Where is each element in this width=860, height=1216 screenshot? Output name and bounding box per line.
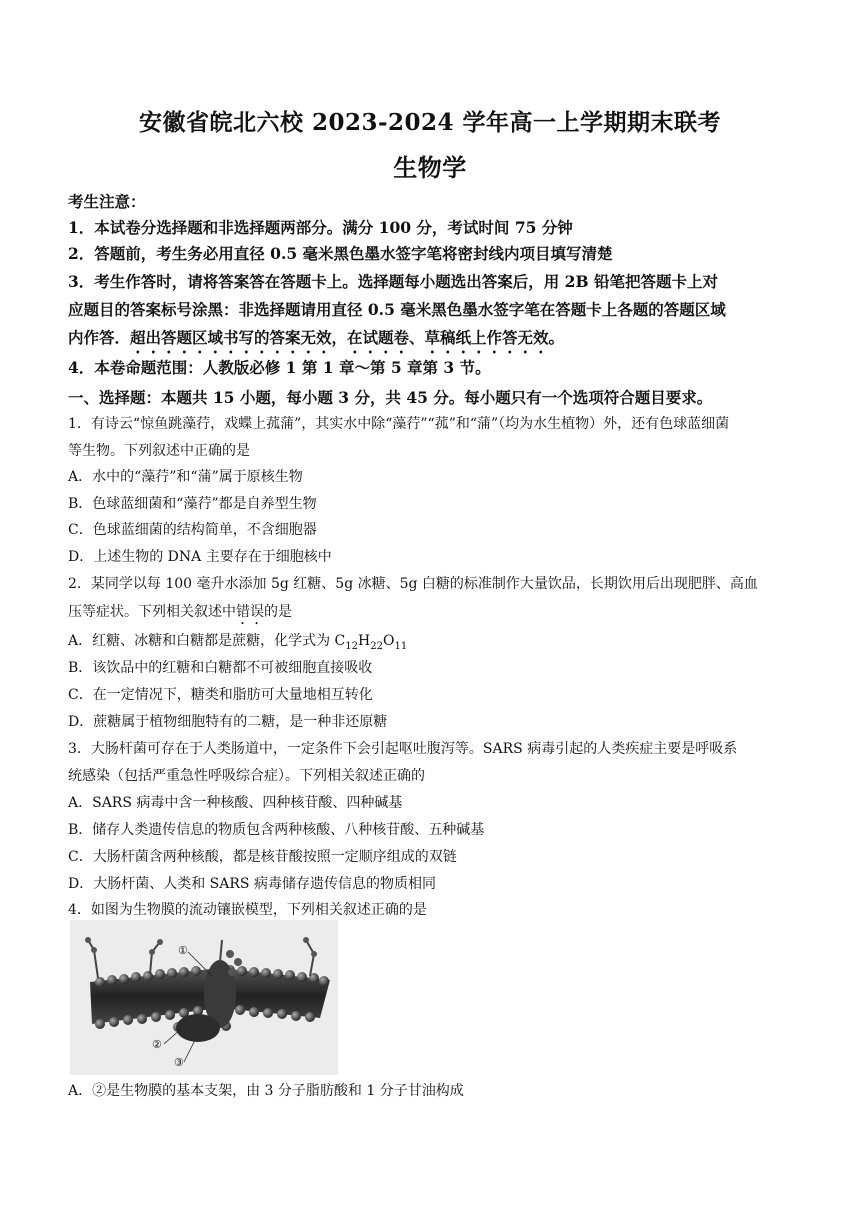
section-heading: 一、选择题：本题共 15 小题，每小题 3 分，共 45 分。每小题只有一个选项符合题目要求。 xyxy=(68,388,713,407)
q3-option-b: B．储存人类遗传信息的物质包含两种核酸、八种核苷酸、五种碱基 xyxy=(68,822,485,838)
exam-title: 安徽省皖北六校 2023-2024 学年高一上学期期末联考 xyxy=(138,109,722,136)
q2-option-d: D．蔗糖属于植物细胞特有的二糖，是一种非还原糖 xyxy=(68,714,388,730)
q1-option-d: D．上述生物的 DNA 主要存在于细胞核中 xyxy=(68,549,332,565)
notice-item-2: 2．答题前，考生务必用直径 0.5 毫米黑色墨水签字笔将密封线内项目填写清楚 xyxy=(68,244,613,263)
q1-option-c: C．色球蓝细菌的结构简单，不含细胞器 xyxy=(68,522,317,538)
q3-option-a: A．SARS 病毒中含一种核酸、四种核苷酸、四种碱基 xyxy=(68,795,403,811)
q4-option-a: A．②是生物膜的基本支架，由 3 分子脂肪酸和 1 分子甘油构成 xyxy=(68,1083,464,1099)
subject-title: 生物学 xyxy=(393,153,467,182)
emphasized-text: 错误 xyxy=(236,604,264,620)
q2-stem: 2．某同学以每 100 毫升水添加 5g 红糖、5g 冰糖、5g 白糖的标准制作大量饮品，长期饮用后出现肥胖、高血 xyxy=(68,576,758,592)
q1-option-b: B．色球蓝细菌和“藻荇”都是自养型生物 xyxy=(68,496,317,512)
q1-option-a: A．水中的“藻荇”和“蒲”属于原核生物 xyxy=(68,469,303,485)
q3-stem-cont: 统感染（包括严重急性呼吸综合症）。下列相关叙述正确的 xyxy=(68,768,425,784)
q3-stem: 3．大肠杆菌可存在于人类肠道中，一定条件下会引起呕吐腹泻等。SARS 病毒引起的人类疾症主要是呼吸系 xyxy=(68,741,738,757)
notice-item-3: 3．考生作答时，请将答案答在答题卡上。选择题每小题选出答案后，用 2B 铅笔把答题卡上对 xyxy=(68,272,718,291)
q2-stem-cont: 压等症状。下列相关叙述中错误的是 xyxy=(68,604,292,620)
q1-stem-cont: 等生物。下列叙述中正确的是 xyxy=(68,443,250,459)
q2-option-b: B．该饮品中的红糖和白糖都不可被细胞直接吸收 xyxy=(68,660,373,676)
notice-item-3-cont: 应题目的答案标号涂黑：非选择题请用直径 0.5 毫米黑色墨水签字笔在答题卡上各题的答题区域 xyxy=(68,300,726,319)
q2-option-a: A．红糖、冰糖和白糖都是蔗糖，化学式为 $C_{12}H_{22}O_{11}$ xyxy=(68,633,408,652)
notice-item-1: 1．本试卷分选择题和非选择题两部分。满分 100 分，考试时间 75 分钟 xyxy=(68,218,573,237)
label-3: ③ xyxy=(174,1056,184,1069)
notice-heading: 考生注意： xyxy=(68,192,146,211)
membrane-model-figure xyxy=(70,920,338,1075)
label-1: ① xyxy=(178,944,188,957)
emphasized-text: 超出答题区域书写的答案无效，在试题卷、草稿纸上作答无效。 xyxy=(130,328,565,347)
q1-stem: 1．有诗云“惊鱼跳藻荇，戏蝶上菰蒲”，其实水中除“藻荇”“菰”和“蒲”（均为水生植物）外，还有色球蓝细菌 xyxy=(68,416,730,432)
notice-item-4: 4．本卷命题范围：人教版必修 1 第 1 章～第 5 章第 3 节。 xyxy=(68,358,491,377)
q2-option-c: C．在一定情况下，糖类和脂肪可大量地相互转化 xyxy=(68,687,373,703)
notice-item-3-end: 内作答．超出答题区域书写的答案无效，在试题卷、草稿纸上作答无效。 xyxy=(68,328,565,347)
q3-option-d: D．大肠杆菌、人类和 SARS 病毒储存遗传信息的物质相同 xyxy=(68,876,436,892)
q3-option-c: C．大肠杆菌含两种核酸，都是核苷酸按照一定顺序组成的双链 xyxy=(68,849,457,865)
fluid-mosaic-diagram xyxy=(70,920,338,1075)
q4-stem: 4．如图为生物膜的流动镶嵌模型，下列相关叙述正确的是 xyxy=(68,902,427,918)
label-2: ② xyxy=(152,1038,162,1051)
